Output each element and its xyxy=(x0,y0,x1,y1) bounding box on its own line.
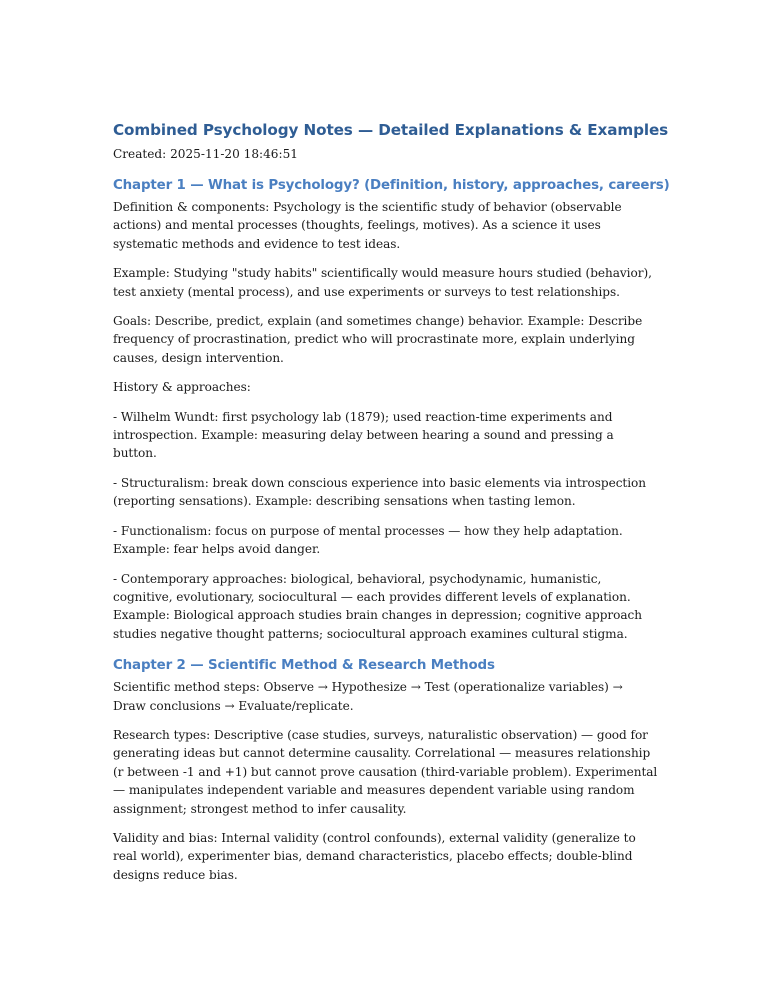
created-timestamp: Created: 2025-11-20 18:46:51 xyxy=(113,147,298,161)
list-item: - Contemporary approaches: biological, behavioral, psychodynamic, humanistic, cognitive, evolutionary, sociocultural — each provides different levels of explanation. Example: Biological approach studies brain changes in depression; cognitive approach studies negative thought patterns; sociocultural approach examines cultural stigma. xyxy=(113,571,642,641)
paragraph: Goals: Describe, predict, explain (and sometimes change) behavior. Example: Describe frequency of procrastination, predict who will procrastinate more, explain underlying causes, design intervention. xyxy=(113,314,643,365)
chapter-2-heading: Chapter 2 — Scientific Method & Research Methods xyxy=(113,658,495,674)
paragraph: Validity and bias: Internal validity (control confounds), external validity (generalize to real world), experimenter bias, demand characteristics, placebo effects; double-blind designs reduce bias. xyxy=(113,830,636,882)
document-page xyxy=(113,118,670,895)
paragraph: History & approaches: xyxy=(113,380,251,395)
list-item: - Structuralism: break down conscious experience into basic elements via introspection (reporting sensations). Example: describing sensations when tasting lemon. xyxy=(113,475,647,509)
paragraph: Definition & components: Psychology is the scientific study of behavior (observable actions) and mental processes (thoughts, feelings, motives). As a science it uses systematic methods and evidence to test ideas. xyxy=(113,200,622,251)
paragraph: Research types: Descriptive (case studies, surveys, naturalistic observation) — good for generating ideas but cannot determine causality. Correlational — measures relationship (r between -1 and +1) but cannot prove causation (third-variable problem). Experimental — manipulates independent variable and measures dependent variable using random assignment; strongest method to infer causality. xyxy=(113,727,658,816)
list-item: - Wilhelm Wundt: first psychology lab (1879); used reaction-time experiments and introspection. Example: measuring delay between hearing a sound and pressing a button. xyxy=(113,409,614,461)
list-item: - Functionalism: focus on purpose of mental processes — how they help adaptation. Example: fear helps avoid danger. xyxy=(113,523,623,557)
paragraph: Example: Studying "study habits" scientifically would measure hours studied (behavior), test anxiety (mental process), and use experiments or surveys to test relationships. xyxy=(113,266,652,299)
paragraph: Scientific method steps: Observe → Hypothesize → Test (operationalize variables) → Draw conclusions → Evaluate/replicate. xyxy=(113,680,623,713)
document-title: Combined Psychology Notes — Detailed Explanations & Examples xyxy=(113,121,669,139)
chapter-1-heading: Chapter 1 — What is Psychology? (Definition, history, approaches, careers) xyxy=(113,178,670,193)
